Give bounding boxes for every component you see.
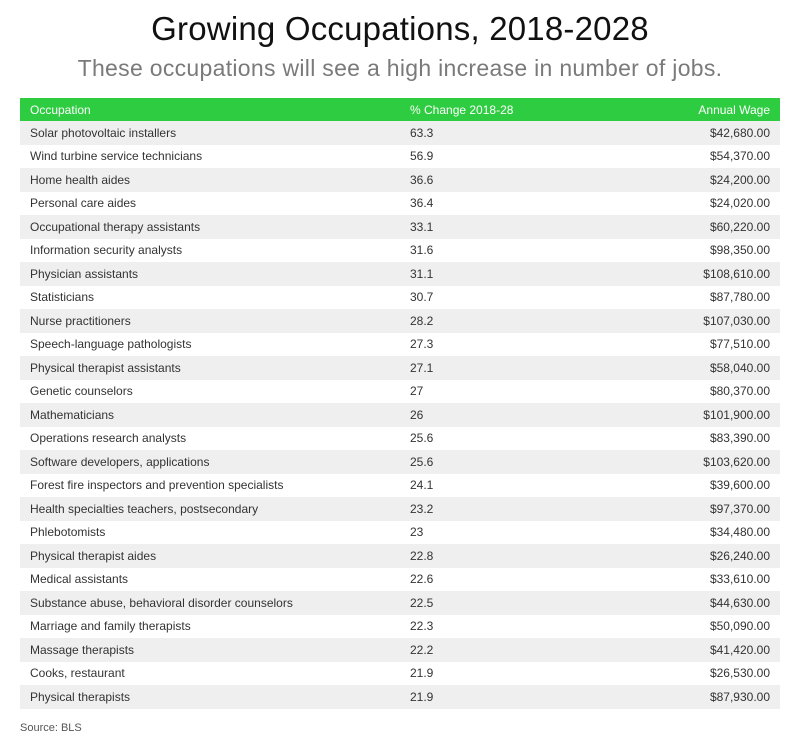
- cell-wage: $77,510.00: [610, 333, 780, 357]
- cell-occupation: Personal care aides: [20, 192, 410, 216]
- cell-change: 21.9: [410, 685, 610, 709]
- cell-change: 25.6: [410, 427, 610, 451]
- cell-change: 25.6: [410, 450, 610, 474]
- cell-occupation: Phlebotomists: [20, 521, 410, 545]
- cell-change: 21.9: [410, 662, 610, 686]
- cell-change: 22.2: [410, 638, 610, 662]
- cell-occupation: Nurse practitioners: [20, 309, 410, 333]
- cell-occupation: Speech-language pathologists: [20, 333, 410, 357]
- cell-change: 27.1: [410, 356, 610, 380]
- table-row: [20, 615, 780, 639]
- table-row: [20, 215, 780, 239]
- cell-wage: $24,020.00: [610, 192, 780, 216]
- cell-change: 22.5: [410, 591, 610, 615]
- cell-wage: $98,350.00: [610, 239, 780, 263]
- cell-wage: $97,370.00: [610, 497, 780, 521]
- table-header: [20, 98, 780, 121]
- cell-wage: $44,630.00: [610, 591, 780, 615]
- cell-occupation: Occupational therapy assistants: [20, 215, 410, 239]
- cell-change: 27.3: [410, 333, 610, 357]
- cell-occupation: Information security analysts: [20, 239, 410, 263]
- cell-change: 31.1: [410, 262, 610, 286]
- cell-occupation: Physical therapists: [20, 685, 410, 709]
- table-row: [20, 121, 780, 145]
- cell-occupation: Marriage and family therapists: [20, 615, 410, 639]
- cell-wage: $60,220.00: [610, 215, 780, 239]
- table-row: [20, 497, 780, 521]
- cell-occupation: Cooks, restaurant: [20, 662, 410, 686]
- cell-occupation: Genetic counselors: [20, 380, 410, 404]
- table-row: [20, 685, 780, 709]
- column-header-change: % Change 2018-28: [410, 98, 610, 121]
- table-row: [20, 662, 780, 686]
- cell-wage: $87,930.00: [610, 685, 780, 709]
- cell-wage: $87,780.00: [610, 286, 780, 310]
- table-row: [20, 544, 780, 568]
- table-row: [20, 450, 780, 474]
- table-row: [20, 638, 780, 662]
- cell-occupation: Physical therapist aides: [20, 544, 410, 568]
- cell-change: 22.3: [410, 615, 610, 639]
- table-row: [20, 380, 780, 404]
- cell-change: 56.9: [410, 145, 610, 169]
- cell-wage: $58,040.00: [610, 356, 780, 380]
- cell-occupation: Operations research analysts: [20, 427, 410, 451]
- occupations-table-container: [20, 98, 780, 709]
- cell-change: 63.3: [410, 121, 610, 145]
- cell-occupation: Software developers, applications: [20, 450, 410, 474]
- table-row: [20, 239, 780, 263]
- table-row: [20, 168, 780, 192]
- cell-occupation: Massage therapists: [20, 638, 410, 662]
- column-header-wage: Annual Wage: [610, 98, 780, 121]
- table-row: [20, 521, 780, 545]
- cell-wage: $101,900.00: [610, 403, 780, 427]
- table-row: [20, 403, 780, 427]
- cell-wage: $108,610.00: [610, 262, 780, 286]
- cell-change: 22.6: [410, 568, 610, 592]
- cell-wage: $80,370.00: [610, 380, 780, 404]
- cell-wage: $39,600.00: [610, 474, 780, 498]
- cell-wage: $42,680.00: [610, 121, 780, 145]
- cell-change: 36.6: [410, 168, 610, 192]
- cell-wage: $24,200.00: [610, 168, 780, 192]
- cell-change: 28.2: [410, 309, 610, 333]
- cell-wage: $107,030.00: [610, 309, 780, 333]
- cell-change: 33.1: [410, 215, 610, 239]
- cell-change: 26: [410, 403, 610, 427]
- cell-wage: $26,530.00: [610, 662, 780, 686]
- cell-occupation: Statisticians: [20, 286, 410, 310]
- cell-change: 31.6: [410, 239, 610, 263]
- cell-change: 23.2: [410, 497, 610, 521]
- cell-change: 30.7: [410, 286, 610, 310]
- table-row: [20, 356, 780, 380]
- cell-wage: $34,480.00: [610, 521, 780, 545]
- column-header-occupation: Occupation: [20, 98, 220, 121]
- table-row: [20, 333, 780, 357]
- table-row: [20, 145, 780, 169]
- cell-change: 22.8: [410, 544, 610, 568]
- cell-wage: $33,610.00: [610, 568, 780, 592]
- table-row: [20, 427, 780, 451]
- cell-wage: $83,390.00: [610, 427, 780, 451]
- cell-occupation: Forest fire inspectors and prevention specialists: [20, 474, 410, 498]
- table-row: [20, 286, 780, 310]
- cell-occupation: Physician assistants: [20, 262, 410, 286]
- chart-subtitle: These occupations will see a high increase in number of jobs.: [77, 55, 723, 81]
- column-header-spacer: [220, 98, 410, 121]
- cell-occupation: Physical therapist assistants: [20, 356, 410, 380]
- cell-occupation: Solar photovoltaic installers: [20, 121, 410, 145]
- cell-wage: $103,620.00: [610, 450, 780, 474]
- source-note: Source: BLS: [20, 722, 82, 734]
- cell-wage: $50,090.00: [610, 615, 780, 639]
- table-row: [20, 192, 780, 216]
- cell-change: 27: [410, 380, 610, 404]
- cell-occupation: Wind turbine service technicians: [20, 145, 410, 169]
- occupations-table: [20, 98, 780, 709]
- cell-occupation: Substance abuse, behavioral disorder counselors: [20, 591, 410, 615]
- cell-wage: $26,240.00: [610, 544, 780, 568]
- cell-wage: $41,420.00: [610, 638, 780, 662]
- cell-wage: $54,370.00: [610, 145, 780, 169]
- cell-occupation: Health specialties teachers, postsecondary: [20, 497, 410, 521]
- table-row: [20, 309, 780, 333]
- cell-change: 36.4: [410, 192, 610, 216]
- cell-change: 24.1: [410, 474, 610, 498]
- cell-change: 23: [410, 521, 610, 545]
- header-row: [20, 98, 780, 121]
- chart-title: Growing Occupations, 2018-2028: [151, 10, 649, 47]
- table-row: [20, 591, 780, 615]
- table-row: [20, 568, 780, 592]
- cell-occupation: Medical assistants: [20, 568, 410, 592]
- table-row: [20, 474, 780, 498]
- cell-occupation: Home health aides: [20, 168, 410, 192]
- cell-occupation: Mathematicians: [20, 403, 410, 427]
- table-row: [20, 262, 780, 286]
- table-body: [20, 121, 780, 709]
